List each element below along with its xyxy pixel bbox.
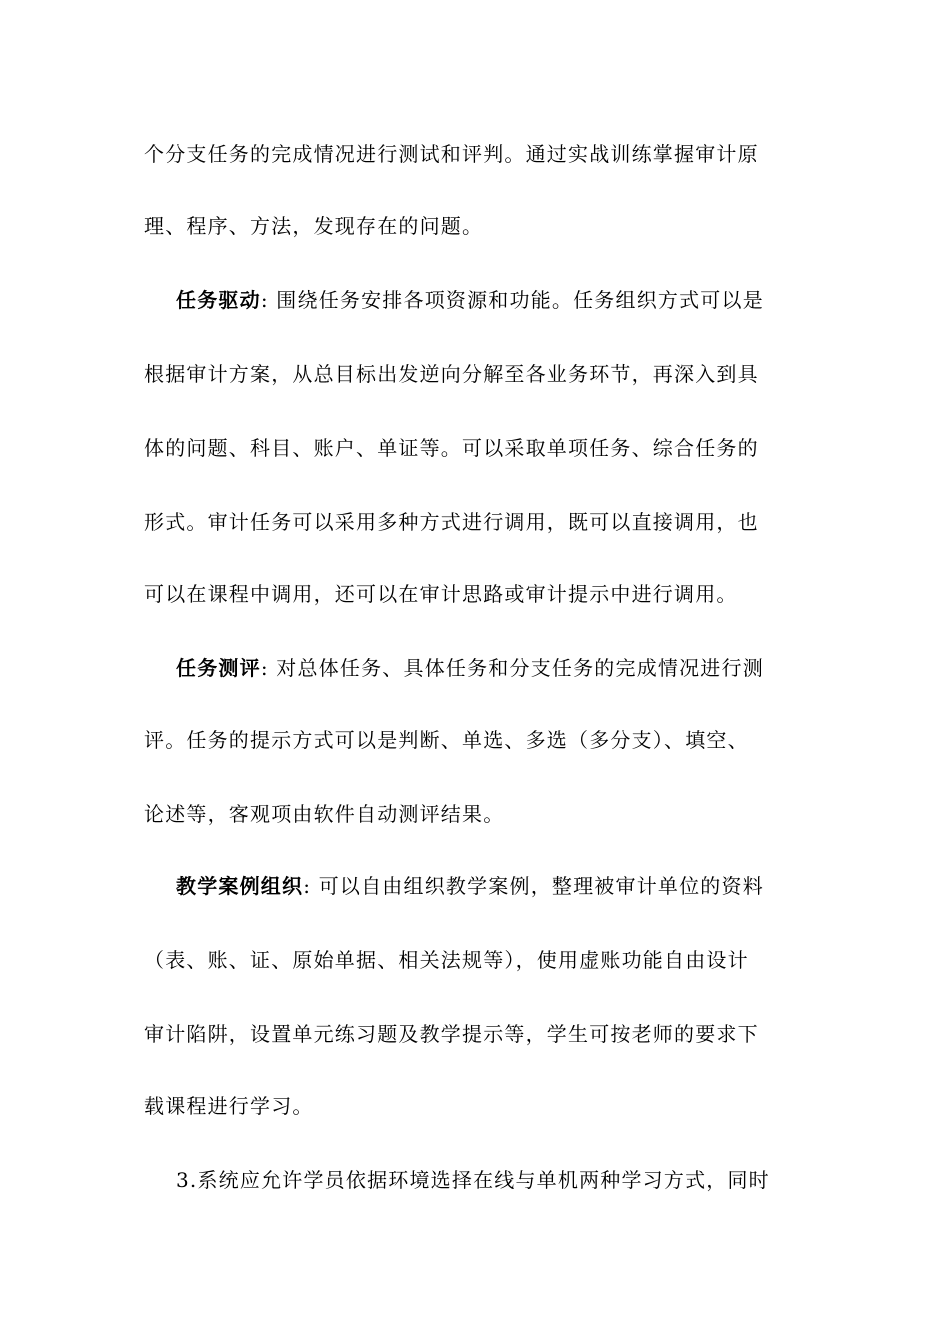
p4-line2: （表、账、证、原始单据、相关法规等），使用虚账功能自由设计 xyxy=(144,948,749,972)
p1-line2: 理、程序、方法，发现存在的问题。 xyxy=(144,214,484,238)
p4-line1 xyxy=(176,872,806,900)
p4-line1-text: : 可以自由组织教学案例，整理被审计单位的资料 xyxy=(303,874,764,898)
p4-line3: 审计陷阱，设置单元练习题及教学提示等，学生可按老师的要求下 xyxy=(144,1022,759,1046)
p3-line3: 论述等，客观项由软件自动测评结果。 xyxy=(144,802,505,826)
p2-line1 xyxy=(176,286,806,314)
p2-label: 任务驱动 xyxy=(176,288,261,312)
p2-line5: 可以在课程中调用，还可以在审计思路或审计提示中进行调用。 xyxy=(144,582,738,606)
p2-line3: 体的问题、科目、账户、单证等。可以采取单项任务、综合任务的 xyxy=(144,436,759,460)
p4-line4: 载课程进行学习。 xyxy=(144,1094,314,1118)
p1-line1: 个分支任务的完成情况进行测试和评判。通过实战训练掌握审计原 xyxy=(144,142,759,166)
p5-line1: 3.系统应允许学员依据环境选择在线与单机两种学习方式，同时 xyxy=(176,1168,770,1192)
p2-line2: 根据审计方案，从总目标出发逆向分解至各业务环节，再深入到具 xyxy=(144,362,759,386)
p3-label: 任务测评 xyxy=(176,656,261,680)
p2-line1-text: : 围绕任务安排各项资源和功能。任务组织方式可以是 xyxy=(260,288,764,312)
p4-label: 教学案例组织 xyxy=(176,874,304,898)
p3-line1-text: : 对总体任务、具体任务和分支任务的完成情况进行测 xyxy=(260,656,764,680)
p3-line1 xyxy=(176,654,806,682)
p2-line4: 形式。审计任务可以采用多种方式进行调用，既可以直接调用，也 xyxy=(144,510,759,534)
p3-line2: 评。任务的提示方式可以是判断、单选、多选（多分支）、填空、 xyxy=(144,728,749,752)
